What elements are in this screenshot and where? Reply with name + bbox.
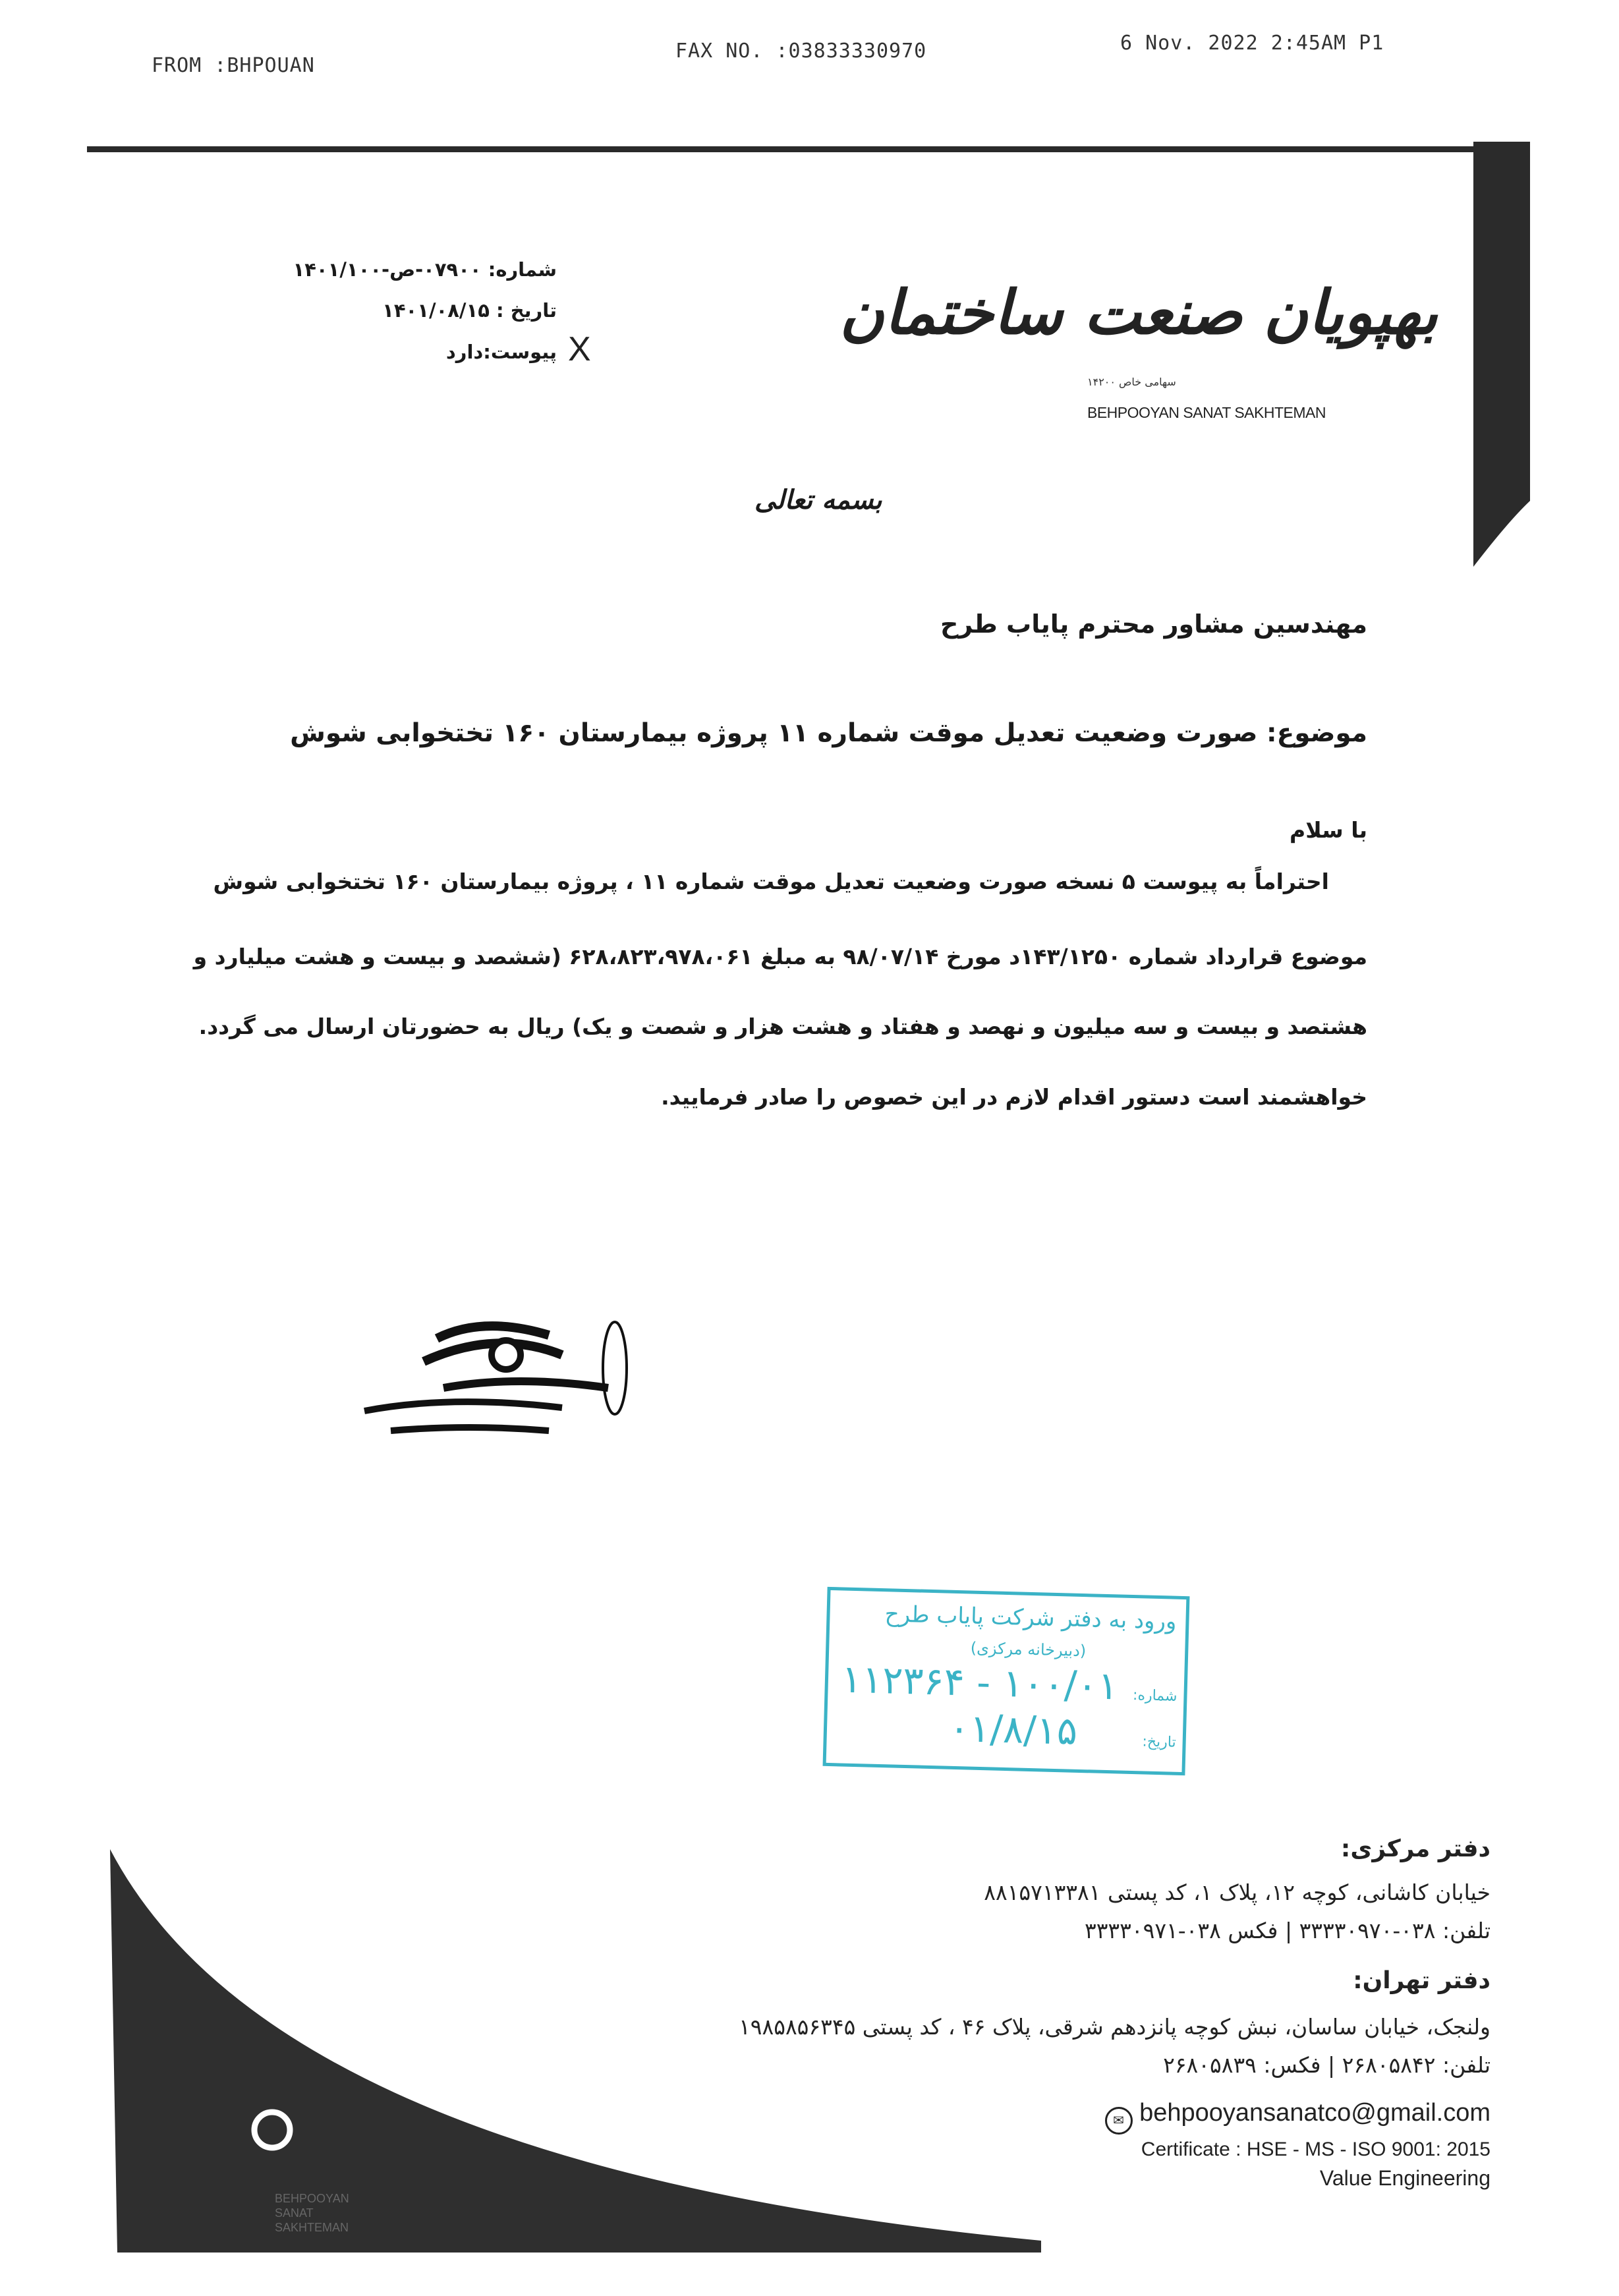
- value-engineering: Value Engineering: [1319, 2166, 1491, 2190]
- body-line: احتراماً به پیوست ۵ نسخه صورت وضعیت تعدیل موقت شماره ۱۱ ، پروژه بیمارستان ۱۶۰ تختخوابی شوش: [213, 869, 1329, 894]
- tehran-phone: تلفن: ۲۶۸۰۵۸۴۲ | فکس: ۲۶۸۰۵۸۳۹: [1163, 2052, 1491, 2078]
- right-corner-band: [1473, 142, 1530, 567]
- body-line: هشتصد و بیست و سه میلیون و نهصد و هفتاد و هشت هزار و شصت و یک) ریال به حضورتان ارسال می گردد.: [198, 1014, 1367, 1039]
- central-phone: تلفن: ۰۳۸-۳۳۳۳۰۹۷۰ | فکس ۰۳۸-۳۳۳۳۰۹۷۱: [1084, 1918, 1491, 1943]
- fax-from: FROM :BHPOUAN: [152, 54, 315, 77]
- recipient: مهندسین مشاور محترم پایاب طرح: [940, 610, 1367, 639]
- email-row: [1105, 2099, 1491, 2135]
- certificate: Certificate : HSE - MS - ISO 9001: 2015: [1141, 2138, 1491, 2160]
- letter-number: شماره: ۰۷۹۰۰-ص-۱۴۰۱/۱۰۰: [293, 258, 557, 281]
- email-icon: ✉: [1105, 2107, 1133, 2135]
- invocation: بسمه تعالی: [754, 484, 882, 515]
- body-line: موضوع قرارداد شماره ۱۴۳/۱۲۵۰د مورخ ۹۸/۰۷/۱۴ به مبلغ ۶۲۸،۸۲۳،۹۷۸،۰۶۱ (ششصد و بیست و هشت میلیارد و: [193, 944, 1367, 969]
- fax-datetime: 6 Nov. 2022 2:45AM P1: [1120, 32, 1384, 55]
- company-logo: بهپویان صنعت ساختمان: [839, 277, 1438, 348]
- top-border-line: [87, 146, 1523, 152]
- greeting: با سلام: [1290, 817, 1367, 843]
- signature-stamp: [351, 1289, 635, 1441]
- stamp-subtitle: (دبیرخانه مرکزی): [970, 1638, 1087, 1661]
- company-name-en: BEHPOOYAN SANAT SAKHTEMAN: [1087, 404, 1326, 421]
- bottom-left-wave: [110, 1849, 1041, 2253]
- stamp-number-value: ۱۰۰/۰۱ - ۱۱۲۳۶۴: [841, 1656, 1119, 1709]
- email-address: behpooyansanatco@gmail.com: [1139, 2099, 1491, 2127]
- footer-watermark: BEHPOOYAN SANAT SAKHTEMAN: [275, 2192, 349, 2234]
- attachment-check-mark: X: [568, 330, 591, 368]
- signature-graphic: [351, 1289, 635, 1441]
- central-address: خیابان کاشانی، کوچه ۱۲، پلاک ۱، کد پستی ۸۸۱۵۷۱۳۳۸۱: [984, 1880, 1491, 1905]
- body-line: خواهشمند است دستور اقدام لازم در این خصوص را صادر فرمایید.: [661, 1084, 1367, 1110]
- tehran-office-title: دفتر تهران:: [1353, 1967, 1491, 1994]
- received-stamp: [823, 1587, 1190, 1775]
- fax-number: FAX NO. :03833330970: [675, 40, 927, 63]
- letter-attachment: پیوست:دارد: [445, 341, 557, 363]
- subject: موضوع: صورت وضعیت تعدیل موقت شماره ۱۱ پروژه بیمارستان ۱۶۰ تختخوابی شوش: [290, 718, 1367, 748]
- stamp-date-label: تاریخ:: [1142, 1733, 1176, 1751]
- tehran-address: ولنجک، خیابان ساسان، نبش کوچه پانزدهم شرقی، پلاک ۴۶ ، کد پستی ۱۹۸۵۸۵۶۳۴۵: [739, 2014, 1491, 2040]
- stamp-title: ورود به دفتر شرکت پایاب طرح: [884, 1601, 1177, 1635]
- stamp-date-value: ۰۱/۸/۱۵: [948, 1705, 1078, 1754]
- company-type: سهامی خاص ۱۴۲۰۰: [1087, 376, 1176, 388]
- central-office-title: دفتر مرکزی:: [1340, 1835, 1491, 1862]
- stamp-number-label: شماره:: [1132, 1687, 1178, 1705]
- letter-date: تاریخ : ۱۴۰۱/۰۸/۱۵: [382, 299, 557, 322]
